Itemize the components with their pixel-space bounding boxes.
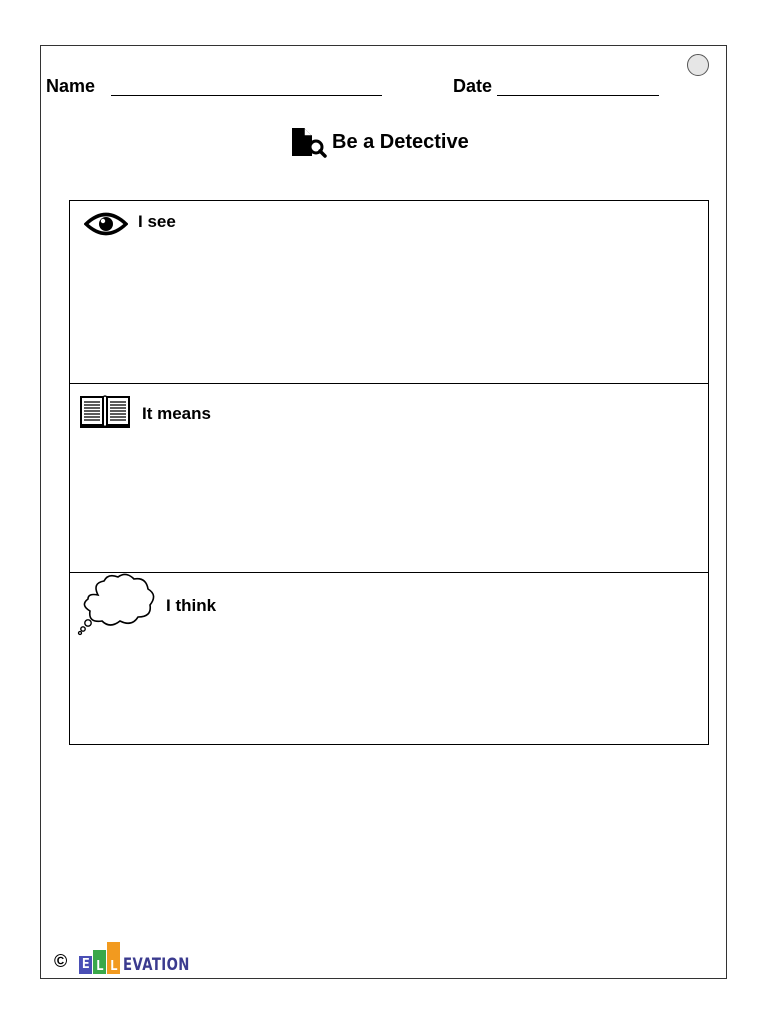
page-title-text: Be a Detective xyxy=(332,130,469,153)
thought-cloud-icon xyxy=(76,573,160,642)
book-icon xyxy=(79,394,131,435)
date-label: Date xyxy=(453,76,493,96)
page-title xyxy=(290,126,469,158)
section-label-it-means: It means xyxy=(142,404,211,423)
copyright-symbol: © xyxy=(54,951,68,971)
detective-table xyxy=(69,200,709,745)
logo-text: EVATION xyxy=(123,955,191,975)
date-field-line[interactable] xyxy=(497,95,659,96)
ellevation-logo xyxy=(79,940,209,974)
punch-hole xyxy=(687,54,709,76)
logo-letter-e: E xyxy=(79,956,92,974)
logo-letter-l2: L xyxy=(107,942,120,974)
name-field-line[interactable] xyxy=(111,95,382,96)
section-it-means[interactable] xyxy=(70,384,708,573)
footer xyxy=(54,940,209,974)
section-label-i-see: I see xyxy=(138,212,176,231)
section-label-i-think: I think xyxy=(166,596,217,615)
section-i-see[interactable] xyxy=(70,201,708,384)
eye-icon xyxy=(84,211,128,242)
logo-letter-l1: L xyxy=(93,950,106,974)
name-label: Name xyxy=(46,76,96,96)
document-search-icon xyxy=(290,126,330,158)
section-i-think[interactable] xyxy=(70,573,708,744)
